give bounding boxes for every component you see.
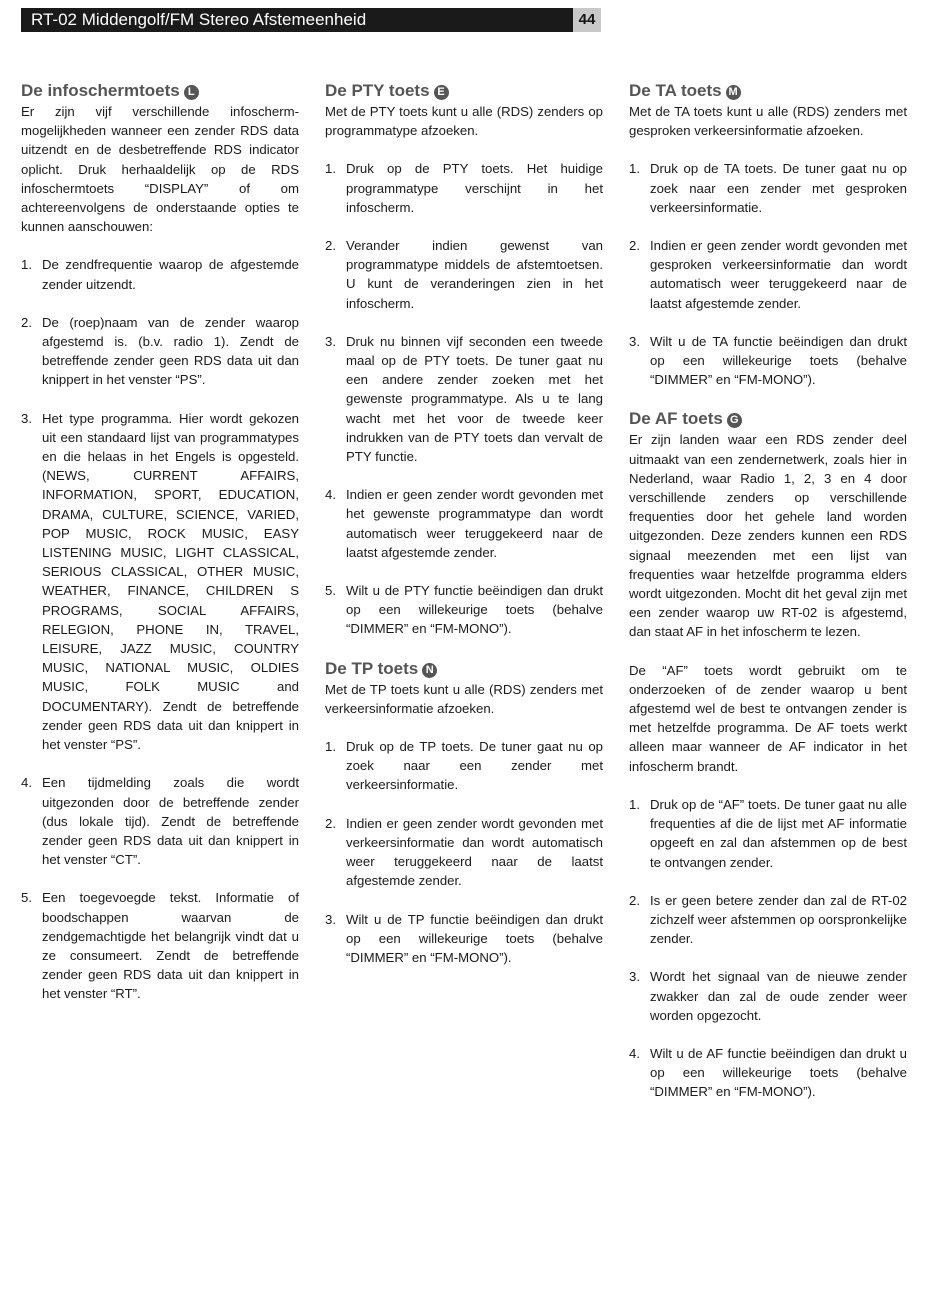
section-heading: De TA toets M xyxy=(629,80,907,102)
key-badge-icon: M xyxy=(726,85,741,100)
list-item: 2. Indien er geen zender wordt gevonden met verkeersinformatie dan wordt automatisch weer teruggekeerd naar de laatst afgestemde zender. xyxy=(325,815,603,889)
section-ta xyxy=(629,80,907,389)
list-item: 2. Verander indien gewenst van programmatype middels de afstemtoetsen. U kunt de veranderingen zien in het infoscherm. xyxy=(325,238,603,311)
section-tp xyxy=(325,658,603,967)
column-2 xyxy=(325,80,603,986)
list-item: 5. Wilt u de PTY functie beëindigen dan drukt op een willekeurige toets (behalve “DIMMER” en “FM-MONO”). xyxy=(325,583,603,637)
steps-list xyxy=(629,159,907,389)
section-af xyxy=(629,408,907,1101)
section-heading: De TP toets N xyxy=(325,658,603,680)
list-item: 2. Is er geen betere zender dan zal de RT-02 zichzelf weer afstemmen op oorspronkelijke zender. xyxy=(629,892,907,947)
list-item: 3. Druk nu binnen vijf seconden een tweede maal op de PTY toets. De tuner gaat nu een andere zender zoeken met het gewenste programmatype. Als u te lang wacht met het voor de tweede keer indrukken van de PTY toets dan vervalt de PTY functie. xyxy=(325,333,603,465)
steps-list xyxy=(325,159,603,638)
list-item: 4. Indien er geen zender wordt gevonden met het gewenste programmatype dan wordt automatisch weer teruggekeerd naar de laatst afgestemde zender. xyxy=(325,487,603,560)
list-item: 3. Het type programma. Hier wordt gekozen uit een standaard lijst van programmatypes en die helaas in het Engels is opgesteld.(NEWS, CURRENT AFFAIRS, INFORMATION, SPORT, EDUCATION, DRAMA, CULTURE, SCIENCE, VARIED, POP MUSIC, ROCK MUSIC, EASY LISTENING MUSIC, LIGHT CLASSICAL, SERIOUS CLASSICAL, OTHER MUSIC, WEATHER, FINANCE, CHILDREN S PROGRAMS, SOCIAL AFFAIRS, RELEGION, PHONE IN, TRAVEL, LEISURE, JAZZ MUSIC, COUNTRY MUSIC, NATIONAL MUSIC, OLDIES MUSIC, FOLK MUSIC and DOCUMENTARY). Zendt de betreffende zender geen RDS data uit dan knippert in het venster “PS”. xyxy=(21,410,299,753)
section-intro-2: De “AF” toets wordt gebruikt om te onderzoeken of de zender waarop u bent afgestemd wel de best te ontvangen zender is met hetzelfde programma. De AF toets werkt alleen maar wanneer de AF indicator in het infoscherm brandt. xyxy=(629,662,907,774)
key-badge-icon: L xyxy=(184,85,199,100)
list-item: 1. Druk op de PTY toets. Het huidige programmatype verschijnt in het infoscherm. xyxy=(325,161,603,215)
section-intro: Met de TA toets kunt u alle (RDS) zenders met gesproken verkeersinformatie afzoeken. xyxy=(629,104,907,139)
section-pty xyxy=(325,80,603,639)
list-item: 1. Druk op de TP toets. De tuner gaat nu op zoek naar een zender met verkeersinformatie. xyxy=(325,739,603,793)
section-intro: Met de TP toets kunt u alle (RDS) zenders met verkeersinformatie afzoeken. xyxy=(325,681,603,716)
key-badge-icon: N xyxy=(422,663,437,678)
page-header-title: RT-02 Middengolf/FM Stereo Afstemeenheid xyxy=(21,8,573,32)
key-badge-icon: G xyxy=(727,413,742,428)
list-item: 3. Wordt het signaal van de nieuwe zender zwakker dan zal de oude zender weer worden opgezocht. xyxy=(629,969,907,1023)
section-heading: De infoschermtoets L xyxy=(21,80,299,102)
column-3 xyxy=(629,80,907,1121)
list-item: 5. Een toegevoegde tekst. Informatie of boodschappen waarvan de zendgemachtigde het belangrijk vindt dat u ze consumeert. Zendt de betreffende zender geen RDS data uit dan knippert in het venster “RT”. xyxy=(21,890,299,1002)
list-item: 4. Wilt u de AF functie beëindigen dan drukt u op een willekeurige toets (behalve “DIMMER” en “FM-MONO”). xyxy=(629,1045,907,1100)
list-item: 3. Wilt u de TP functie beëindigen dan drukt op een willekeurige toets (behalve “DIMMER” en “FM-MONO”). xyxy=(325,911,603,965)
section-info xyxy=(21,80,299,1004)
steps-list xyxy=(629,795,907,1102)
column-1 xyxy=(21,80,299,1023)
section-intro: Er zijn landen waar een RDS zender deel uitmaakt van een zendernetwerk, zoals hier in Nederland, waar Radio 1, 2, 3 en 4 door verschillende zenders op verschillende frequenties door het gehele land worden uitgezonden. Deze zenders kunnen een RDS signaal meezenden met een lijst van frequenties waar hetzelfde programma elders wordt uitgezonden. Mocht dit het geval zijn met een zender waarop uw RT-02 is afgestemd, dan staat AF in het infoscherm te lezen. xyxy=(629,432,907,640)
steps-list xyxy=(325,737,603,967)
list-item: 3. Wilt u de TA functie beëindigen dan drukt op een willekeurige toets (behalve “DIMMER” en “FM-MONO”). xyxy=(629,333,907,388)
section-heading: De AF toets G xyxy=(629,408,907,430)
page-number: 44 xyxy=(573,8,601,32)
steps-list xyxy=(21,255,299,1003)
section-intro: Met de PTY toets kunt u alle (RDS) zenders op programmatype afzoeken. xyxy=(325,104,603,139)
list-item: 2. De (roep)naam van de zender waarop afgestemd is. (b.v. radio 1). Zendt de betreffende zender geen RDS data uit dan knippert in het venster “PS”. xyxy=(21,314,299,388)
list-item: 1. Druk op de “AF” toets. De tuner gaat nu alle frequenties af die de lijst met AF informatie opgeeft en zal dan afstemmen op de best te ontvangen zender. xyxy=(629,796,907,870)
list-item: 4. Een tijdmelding zoals die wordt uitgezonden door de betreffende zender (dus lokale tijd). Zendt de betreffende zender geen RDS data uit dan knippert in het venster “CT”. xyxy=(21,775,299,868)
key-badge-icon: E xyxy=(434,85,449,100)
section-heading: De PTY toets E xyxy=(325,80,603,102)
list-item: 2. Indien er geen zender wordt gevonden met gesproken verkeersinformatie dan wordt automatisch weer teruggekeerd naar de laatst afgestemde zender. xyxy=(629,238,907,311)
section-intro: Er zijn vijf verschillende infoscherm-mogelijkheden wanneer een zender RDS data uitzendt en de desbetreffende RDS indicator oplicht. Druk herhaaldelijk op de RDS infoschermtoets “DISPLAY” of om achtereenvolgens de onderstaande opties te kunnen aanschouwen: xyxy=(21,104,299,235)
list-item: 1. De zendfrequentie waarop de afgestemde zender uitzendt. xyxy=(21,257,299,292)
list-item: 1. Druk op de TA toets. De tuner gaat nu op zoek naar een zender met gesproken verkeersinformatie. xyxy=(629,161,907,215)
